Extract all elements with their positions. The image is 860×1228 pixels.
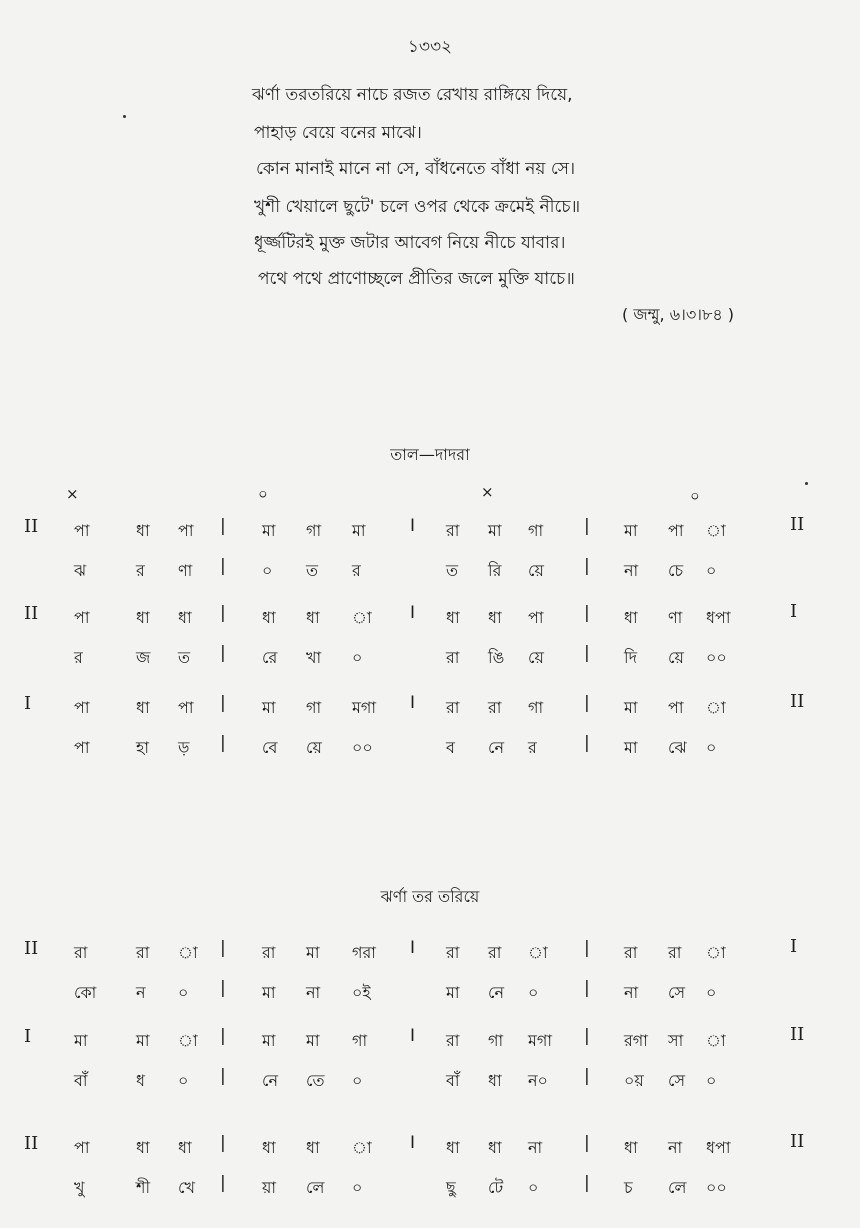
vibhag-separator: |	[584, 978, 590, 998]
lyric-syllable: ০	[178, 1071, 189, 1090]
lyric-syllable: দি	[624, 648, 637, 667]
left-barline: II	[24, 603, 39, 624]
lyric-syllable: ণা	[178, 561, 193, 580]
swara-note: ধা	[262, 1138, 276, 1157]
lyric-syllable: য়ে	[306, 738, 322, 757]
swara-note: া	[706, 521, 726, 540]
lyric-syllable: ছু	[446, 1178, 456, 1197]
swara-note: রা	[488, 943, 502, 962]
lyric-syllable: য়ে	[668, 648, 684, 667]
swara-note: গা	[306, 521, 322, 540]
swara-note: ধা	[178, 1138, 192, 1157]
swara-note: ধা	[136, 698, 150, 717]
lyric-syllable: না	[624, 983, 639, 1002]
swara-note: পা	[668, 521, 684, 540]
poem-line: ধূর্জ্জটিরই মুক্ত জটার আবেগ নিয়ে নীচে যাবার।	[254, 233, 566, 253]
swara-note: রা	[136, 943, 150, 962]
swara-note: রা	[446, 943, 460, 962]
citation: ( জম্মু, ৬।৩।৮৪ )	[622, 305, 735, 324]
lyric-syllable: র	[352, 561, 361, 580]
swara-note: গা	[352, 1031, 368, 1050]
ink-speck	[123, 115, 126, 118]
lyric-syllable: র	[528, 738, 537, 757]
swara-note: গা	[528, 521, 544, 540]
vibhag-separator: |	[584, 693, 590, 713]
vibhag-separator: |	[220, 693, 226, 713]
swara-note: ধা	[488, 608, 502, 627]
lyric-syllable: পা	[74, 738, 90, 757]
swara-note: মা	[74, 1031, 88, 1050]
swara-note: ধা	[262, 608, 276, 627]
vibhag-separator: |	[220, 1173, 226, 1193]
swara-note: পা	[178, 698, 194, 717]
lyric-syllable: ০	[706, 561, 717, 580]
swara-note: রা	[446, 521, 460, 540]
lyric-syllable: ধ	[136, 1071, 145, 1090]
vibhag-separator: |	[220, 1026, 226, 1046]
lyric-syllable: ০য়	[624, 1071, 644, 1090]
swara-note: পা	[178, 521, 194, 540]
vibhag-bar-major: I	[410, 938, 416, 958]
swara-note: মা	[488, 521, 502, 540]
swara-note: া	[352, 1138, 372, 1157]
swara-note: রা	[74, 943, 88, 962]
vibhag-separator: |	[584, 938, 590, 958]
vibhag-separator: |	[584, 643, 590, 663]
beat-marker-sam: ×	[66, 485, 79, 503]
swara-note: রা	[668, 943, 682, 962]
swara-note: মা	[306, 943, 320, 962]
swara-note: মা	[262, 698, 276, 717]
swara-note: ধা	[624, 1138, 638, 1157]
lyric-syllable: ০	[706, 738, 717, 757]
left-barline: II	[24, 938, 39, 959]
swara-note: া	[706, 698, 726, 717]
vibhag-separator: |	[584, 556, 590, 576]
lyric-syllable: মা	[624, 738, 638, 757]
swara-note: রা	[624, 943, 638, 962]
lyric-syllable: ঝ	[74, 561, 87, 580]
swara-note: া	[178, 1031, 198, 1050]
lyric-syllable: না	[306, 983, 321, 1002]
swara-note: ধা	[136, 608, 150, 627]
lyric-syllable: রা	[446, 648, 460, 667]
lyric-syllable: ঙি	[488, 648, 505, 667]
swara-note: ধা	[446, 1138, 460, 1157]
left-barline: I	[24, 1026, 32, 1047]
swara-note: রগা	[624, 1031, 648, 1050]
lyric-syllable: লে	[306, 1178, 325, 1197]
lyric-syllable: তে	[306, 1071, 325, 1090]
vibhag-separator: |	[220, 1066, 226, 1086]
lyric-syllable: ০	[352, 1178, 363, 1197]
poem-line: খুশী খেয়ালে ছুটে' চলে ওপর থেকে ক্রমেই নীচে॥	[254, 197, 581, 217]
lyric-syllable: য়া	[262, 1178, 277, 1197]
lyric-syllable: খে	[178, 1178, 195, 1197]
swara-note: া	[352, 608, 372, 627]
swara-note: ধপা	[706, 1138, 731, 1157]
swara-note: গরা	[352, 943, 376, 962]
swara-note: মগা	[352, 698, 377, 717]
lyric-syllable: য়ে	[528, 561, 544, 580]
lyric-syllable: না	[624, 561, 639, 580]
lyric-syllable: বাঁ	[446, 1071, 460, 1090]
lyric-syllable: ০০	[352, 738, 373, 757]
right-barline: II	[790, 1024, 805, 1045]
vibhag-separator: |	[220, 516, 226, 536]
vibhag-separator: |	[584, 1066, 590, 1086]
lyric-syllable: রি	[488, 561, 502, 580]
right-barline: I	[790, 601, 798, 622]
lyric-syllable: কো	[74, 983, 97, 1002]
lyric-syllable: হা	[136, 738, 150, 757]
swara-note: পা	[668, 698, 684, 717]
swara-note: ধা	[306, 608, 320, 627]
swara-note: ধা	[446, 608, 460, 627]
swara-note: মা	[352, 521, 366, 540]
vibhag-separator: |	[220, 733, 226, 753]
swara-note: ধা	[624, 608, 638, 627]
lyric-syllable: ড়	[178, 738, 190, 757]
swara-note: পা	[74, 521, 90, 540]
left-barline: I	[24, 693, 32, 714]
lyric-syllable: জ	[136, 648, 151, 667]
vibhag-separator: |	[220, 1133, 226, 1153]
lyric-syllable: ০০	[706, 1178, 727, 1197]
swara-note: পা	[74, 608, 90, 627]
lyric-syllable: ব	[446, 738, 455, 757]
beat-marker-khali: ০	[690, 487, 700, 505]
lyric-syllable: য়ে	[528, 648, 544, 667]
lyric-syllable: ০	[528, 983, 539, 1002]
vibhag-separator: |	[584, 1133, 590, 1153]
lyric-syllable: ন	[136, 983, 146, 1002]
lyric-syllable: বে	[262, 738, 278, 757]
lyric-syllable: ০ই	[352, 983, 371, 1002]
lyric-syllable: ন০	[528, 1071, 548, 1090]
section-title: ঝর্ণা তর তরিয়ে	[380, 887, 480, 906]
lyric-syllable: ০	[352, 648, 363, 667]
swara-note: সা	[668, 1031, 684, 1050]
right-barline: II	[790, 514, 805, 535]
tala-title: তাল—দাদরা	[390, 445, 470, 464]
lyric-syllable: নে	[262, 1071, 279, 1090]
vibhag-separator: |	[220, 938, 226, 958]
swara-note: রা	[488, 698, 502, 717]
swara-note: পা	[74, 698, 90, 717]
vibhag-separator: |	[220, 603, 226, 623]
swara-note: ধা	[136, 521, 150, 540]
swara-note: ধা	[136, 1138, 150, 1157]
lyric-syllable: সে	[668, 1071, 686, 1090]
lyric-syllable: ০	[178, 983, 189, 1002]
lyric-syllable: বাঁ	[74, 1071, 88, 1090]
vibhag-separator: |	[220, 643, 226, 663]
swara-note: ধা	[488, 1138, 502, 1157]
lyric-syllable: নে	[488, 738, 505, 757]
swara-note: মা	[624, 698, 638, 717]
right-barline: I	[790, 936, 798, 957]
lyric-syllable: সে	[668, 983, 686, 1002]
lyric-syllable: ত	[306, 561, 319, 580]
lyric-syllable: ঝে	[668, 738, 687, 757]
beat-marker-sam: ×	[481, 483, 494, 501]
lyric-syllable: চে	[668, 561, 684, 580]
vibhag-separator: |	[220, 978, 226, 998]
left-barline: II	[24, 1133, 39, 1154]
swara-note: গা	[488, 1031, 504, 1050]
poem-line: কোন মানাই মানে না সে, বাঁধনেতে বাঁধা নয় সে।	[256, 159, 576, 179]
lyric-syllable: টে	[488, 1178, 504, 1197]
lyric-syllable: নে	[488, 983, 505, 1002]
swara-note: গা	[306, 698, 322, 717]
swara-note: মগা	[528, 1031, 553, 1050]
swara-note: গা	[528, 698, 544, 717]
lyric-syllable: র	[74, 648, 83, 667]
lyric-syllable: মা	[446, 983, 460, 1002]
vibhag-bar-major: I	[410, 603, 416, 623]
lyric-syllable: খু	[74, 1178, 85, 1197]
lyric-syllable: ০	[528, 1178, 539, 1197]
left-barline: II	[24, 516, 39, 537]
vibhag-separator: |	[584, 516, 590, 536]
lyric-syllable: ০	[352, 1071, 363, 1090]
lyric-syllable: মা	[262, 983, 276, 1002]
swara-note: ধপা	[706, 608, 731, 627]
swara-note: ধা	[306, 1138, 320, 1157]
swara-note: না	[528, 1138, 543, 1157]
lyric-syllable: শী	[136, 1178, 151, 1197]
swara-note: পা	[528, 608, 544, 627]
swara-note: া	[706, 943, 726, 962]
poem-line: পথে পথে প্রাণোচ্ছলে প্রীতির জলে মুক্তি যাচে॥	[258, 269, 575, 289]
swara-note: মা	[136, 1031, 150, 1050]
swara-note: মা	[624, 521, 638, 540]
lyric-syllable: ত	[178, 648, 191, 667]
vibhag-separator: |	[220, 556, 226, 576]
lyric-syllable: ০০	[706, 648, 727, 667]
vibhag-separator: |	[584, 603, 590, 623]
swara-note: ধা	[178, 608, 192, 627]
lyric-syllable: ০	[706, 1071, 717, 1090]
swara-note: রা	[262, 943, 276, 962]
beat-marker-khali: ০	[258, 485, 268, 503]
swara-note: মা	[262, 1031, 276, 1050]
lyric-syllable: খা	[306, 648, 322, 667]
swara-note: মা	[306, 1031, 320, 1050]
vibhag-bar-major: I	[410, 1026, 416, 1046]
vibhag-bar-major: I	[410, 516, 416, 536]
vibhag-bar-major: I	[410, 1133, 416, 1153]
lyric-syllable: ০	[262, 561, 273, 580]
poem-line: ঝর্ণা তরতরিয়ে নাচে রজত রেখায় রাঙ্গিয়ে দিয়ে,	[252, 85, 573, 105]
right-barline: II	[790, 1131, 805, 1152]
lyric-syllable: ০	[706, 983, 717, 1002]
lyric-syllable: চ	[624, 1178, 633, 1197]
poem-line: পাহাড় বেয়ে বনের মাঝে।	[254, 123, 422, 143]
vibhag-separator: |	[584, 1173, 590, 1193]
lyric-syllable: ত	[446, 561, 459, 580]
swara-note: ণা	[668, 608, 683, 627]
swara-note: া	[178, 943, 198, 962]
swara-note: া	[528, 943, 548, 962]
lyric-syllable: রে	[262, 648, 278, 667]
vibhag-separator: |	[584, 733, 590, 753]
lyric-syllable: র	[136, 561, 145, 580]
swara-note: রা	[446, 698, 460, 717]
lyric-syllable: লে	[668, 1178, 687, 1197]
swara-note: মা	[262, 521, 276, 540]
swara-note: না	[668, 1138, 683, 1157]
swara-note: পা	[74, 1138, 90, 1157]
ink-speck	[805, 482, 808, 485]
swara-note: রা	[446, 1031, 460, 1050]
page-number: ১৩৩২	[407, 37, 453, 57]
swara-note: া	[706, 1031, 726, 1050]
right-barline: II	[790, 691, 805, 712]
vibhag-separator: |	[584, 1026, 590, 1046]
vibhag-bar-major: I	[410, 693, 416, 713]
lyric-syllable: ধা	[488, 1071, 502, 1090]
